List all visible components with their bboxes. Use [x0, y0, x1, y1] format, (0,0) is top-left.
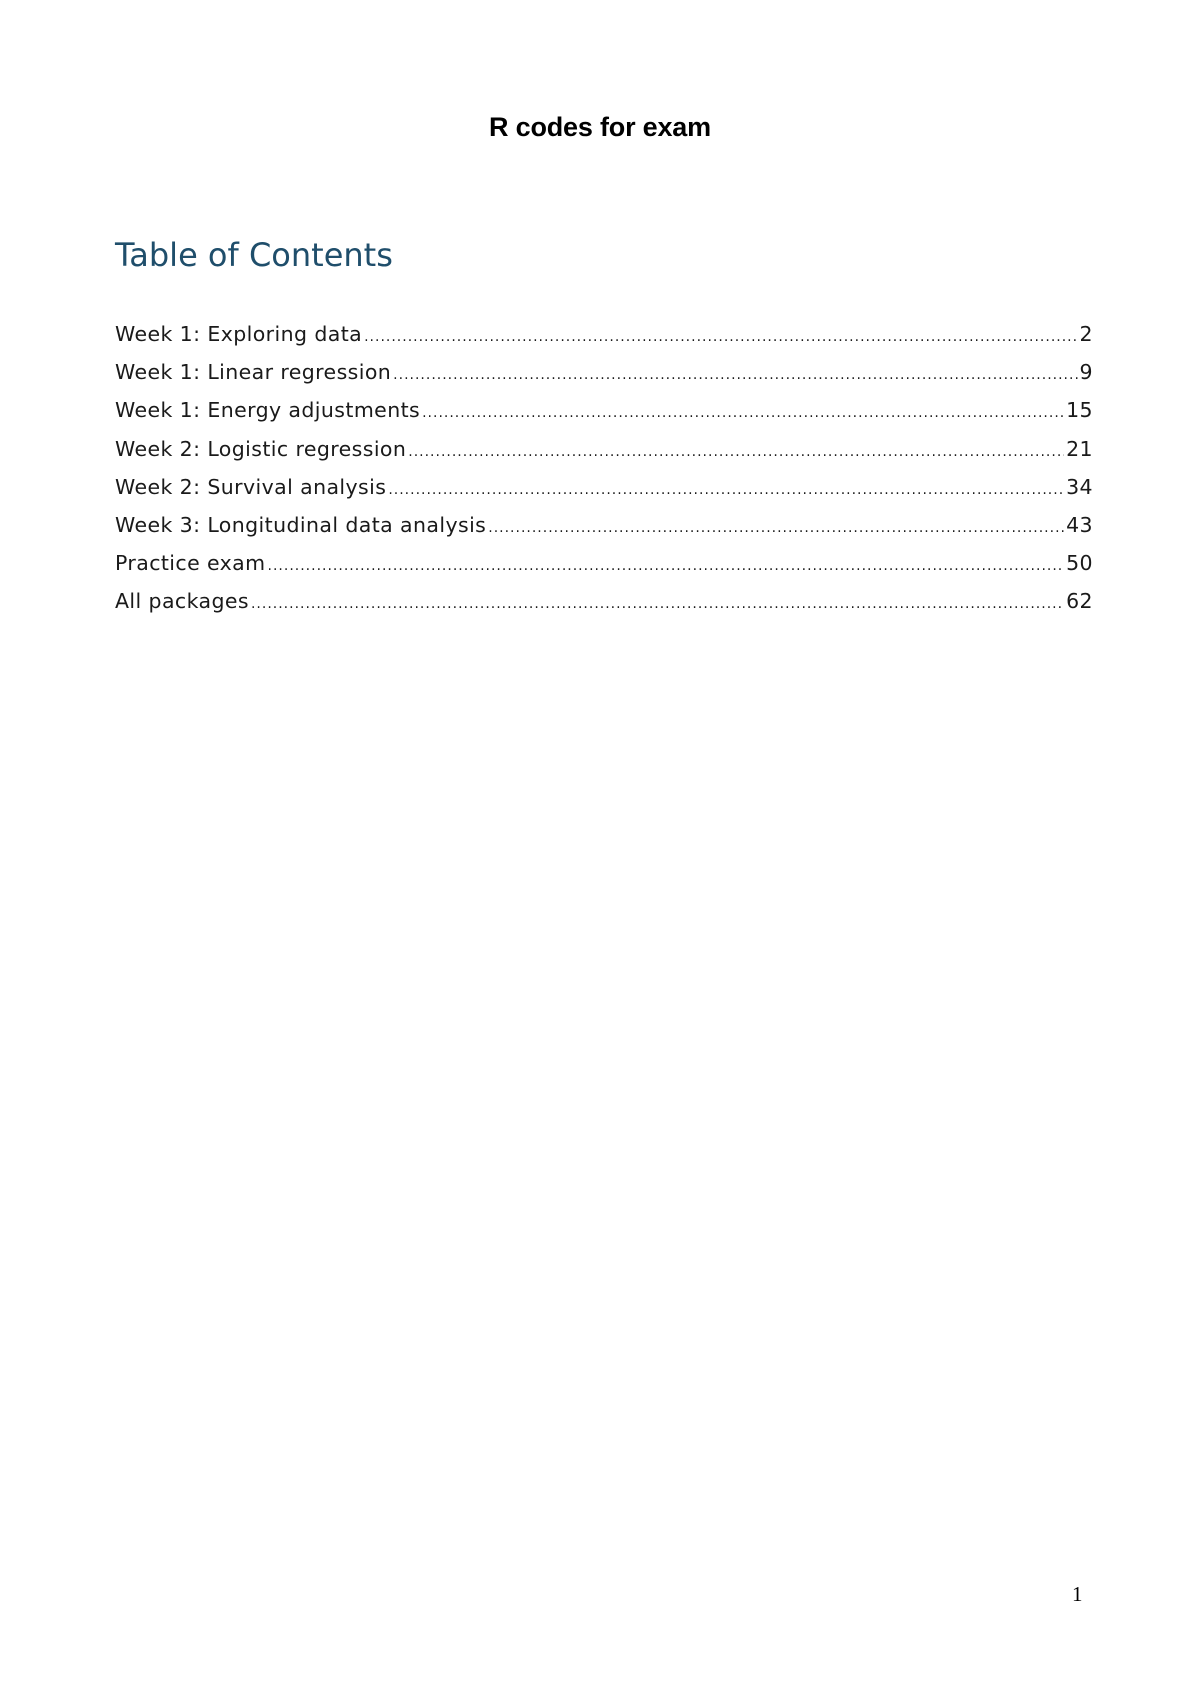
toc-entry-energy-adjustments[interactable]: [115, 398, 1093, 436]
toc-heading: Table of Contents: [115, 236, 393, 274]
toc-entry-page: 50: [1066, 551, 1093, 576]
toc-entry-label: All packages: [115, 589, 249, 614]
toc-entry-label: Week 2: Logistic regression: [115, 436, 407, 461]
toc-entry-page: 34: [1066, 474, 1093, 499]
toc-entry-logistic-regression[interactable]: [115, 437, 1093, 475]
toc-dot-leader: [393, 360, 1077, 384]
toc-entry-label: Week 3: Longitudinal data analysis: [115, 512, 487, 537]
toc-entry-exploring-data[interactable]: [115, 322, 1093, 360]
toc-dot-leader: [268, 551, 1065, 575]
toc-dot-leader: [422, 398, 1064, 422]
toc-entry-page: 2: [1079, 322, 1093, 346]
toc-entry-label: Week 1: Linear regression: [115, 360, 392, 385]
toc-dot-leader: [488, 513, 1064, 537]
toc-entry-page: 21: [1066, 436, 1093, 461]
toc-dot-leader: [408, 437, 1064, 461]
toc-entry-label: Practice exam: [115, 551, 266, 576]
toc-entry-all-packages[interactable]: [115, 589, 1093, 627]
toc-entry-label: Week 1: Energy adjustments: [115, 398, 421, 423]
toc-dot-leader: [388, 475, 1064, 499]
toc-entry-longitudinal-data-analysis[interactable]: [115, 513, 1093, 551]
toc-entry-survival-analysis[interactable]: [115, 475, 1093, 513]
toc-entry-page: 15: [1066, 398, 1093, 423]
toc-entry-page: 62: [1066, 589, 1093, 614]
toc-entry-page: 43: [1066, 512, 1093, 537]
toc-dot-leader: [251, 589, 1064, 613]
toc-entry-label: Week 1: Exploring data: [115, 322, 363, 346]
toc-dot-leader: [364, 322, 1077, 346]
table-of-contents: [115, 322, 1093, 628]
toc-entry-practice-exam[interactable]: [115, 551, 1093, 589]
document-title: R codes for exam: [489, 112, 711, 142]
toc-entry-page: 9: [1079, 360, 1093, 385]
toc-entry-linear-regression[interactable]: [115, 360, 1093, 398]
toc-entry-label: Week 2: Survival analysis: [115, 474, 387, 499]
page-number: 1: [1072, 1582, 1083, 1606]
